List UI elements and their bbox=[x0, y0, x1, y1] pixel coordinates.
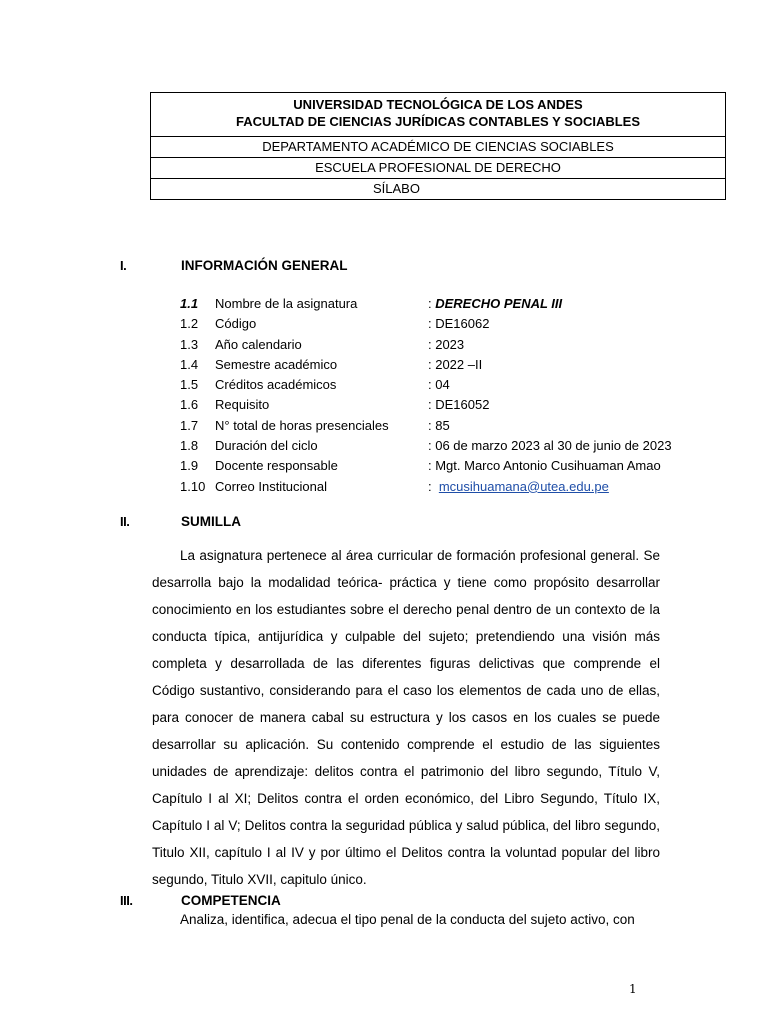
info-number: 1.7 bbox=[180, 417, 199, 433]
document-type: SÍLABO bbox=[151, 178, 725, 199]
info-number: 1.6 bbox=[180, 397, 199, 413]
info-value: : 04 bbox=[428, 377, 450, 393]
info-row bbox=[180, 477, 700, 497]
info-number: 1.10 bbox=[180, 478, 206, 494]
sumilla-paragraph: La asignatura pertenece al área curricular de formación profesional general. Se desarrolla bajo la modalidad teórica- práctica y tiene como propósito desarrollar conocimiento en los estudiantes sobre el derecho penal dentro de un contexto de la conducta típica, antijurídica y culpable del sujeto; pretendiendo una visión más completa y desarrollada de las diferentes figuras delictivas que comprende el Código sustantivo, considerando para el caso los elementos de cada uno de ellas, para conocer de manera cabal su estructura y los casos en los cuales se puede desarrollar su aplicación. Su contenido comprende el estudio de las siguientes unidades de aprendizaje: delitos contra el patrimonio del libro segundo, Título V, Capítulo I al XI; Delitos contra el orden económico, del Libro Segundo, Título IX, Capítulo I al V; Delitos contra la seguridad pública y salud pública, del libro segundo, Titulo XII, capítulo I al IV y por último el Delitos contra la voluntad popular del libro segundo, Titulo XVII, capitulo único. bbox=[152, 548, 660, 887]
page-number: 1 bbox=[629, 982, 637, 996]
info-row bbox=[180, 355, 700, 375]
info-row bbox=[180, 436, 700, 456]
info-label: Nombre de la asignatura bbox=[215, 296, 358, 311]
info-label: Créditos académicos bbox=[215, 377, 337, 393]
info-label: Duración del ciclo bbox=[215, 438, 318, 454]
info-value: : mcusihuamana@utea.edu.pe bbox=[428, 478, 609, 494]
info-number: 1.3 bbox=[180, 336, 199, 352]
section-title-1: INFORMACIÓN GENERAL bbox=[181, 258, 348, 273]
competencia-paragraph: Analiza, identifica, adecua el tipo penal de la conducta del sujeto activo, con bbox=[180, 912, 635, 927]
info-number: 1.1 bbox=[180, 296, 199, 311]
section-title-2: SUMILLA bbox=[181, 514, 241, 529]
info-value: : DE16062 bbox=[428, 316, 490, 332]
info-row bbox=[180, 375, 700, 395]
section-title-3: COMPETENCIA bbox=[181, 893, 281, 908]
info-number: 1.4 bbox=[180, 356, 199, 372]
info-label: Correo Institucional bbox=[215, 478, 327, 494]
info-number: 1.8 bbox=[180, 438, 199, 454]
info-value: : 2023 bbox=[428, 336, 465, 352]
info-number: 1.9 bbox=[180, 458, 199, 474]
info-label: Docente responsable bbox=[215, 458, 338, 474]
header-titles bbox=[151, 93, 725, 136]
info-label: Semestre académico bbox=[215, 356, 338, 372]
info-row bbox=[180, 416, 700, 436]
general-info-list bbox=[180, 294, 700, 497]
info-label: Requisito bbox=[215, 397, 270, 413]
info-value: : DE16052 bbox=[428, 397, 490, 413]
school-name: ESCUELA PROFESIONAL DE DERECHO bbox=[151, 157, 725, 178]
section-number-2: II. bbox=[120, 514, 130, 529]
section-number-3: III. bbox=[120, 893, 133, 908]
section-number-1: I. bbox=[120, 258, 127, 273]
course-name: DERECHO PENAL III bbox=[435, 296, 563, 311]
info-value: : DERECHO PENAL III bbox=[428, 296, 563, 311]
info-label: Año calendario bbox=[215, 336, 302, 352]
info-row bbox=[180, 395, 700, 415]
department-name: DEPARTAMENTO ACADÉMICO DE CIENCIAS SOCIABLES bbox=[151, 136, 725, 157]
info-value: : 2022 –II bbox=[428, 356, 483, 372]
info-row bbox=[180, 456, 700, 476]
email-link[interactable]: mcusihuamana@utea.edu.pe bbox=[438, 478, 609, 494]
info-row bbox=[180, 335, 700, 355]
university-name: UNIVERSIDAD TECNOLÓGICA DE LOS ANDES bbox=[293, 97, 583, 112]
info-number: 1.2 bbox=[180, 316, 199, 332]
header-table bbox=[150, 92, 726, 200]
info-row bbox=[180, 314, 700, 334]
faculty-name: FACULTAD DE CIENCIAS JURÍDICAS CONTABLES Y SOCIABLES bbox=[236, 114, 640, 129]
info-row bbox=[180, 294, 700, 314]
info-label: N° total de horas presenciales bbox=[215, 417, 389, 433]
info-value: : 85 bbox=[428, 417, 450, 433]
info-label: Código bbox=[215, 316, 257, 332]
info-number: 1.5 bbox=[180, 377, 199, 393]
info-value: : 06 de marzo 2023 al 30 de junio de 2023 bbox=[428, 438, 672, 454]
info-value: : Mgt. Marco Antonio Cusihuaman Amao bbox=[428, 458, 661, 474]
